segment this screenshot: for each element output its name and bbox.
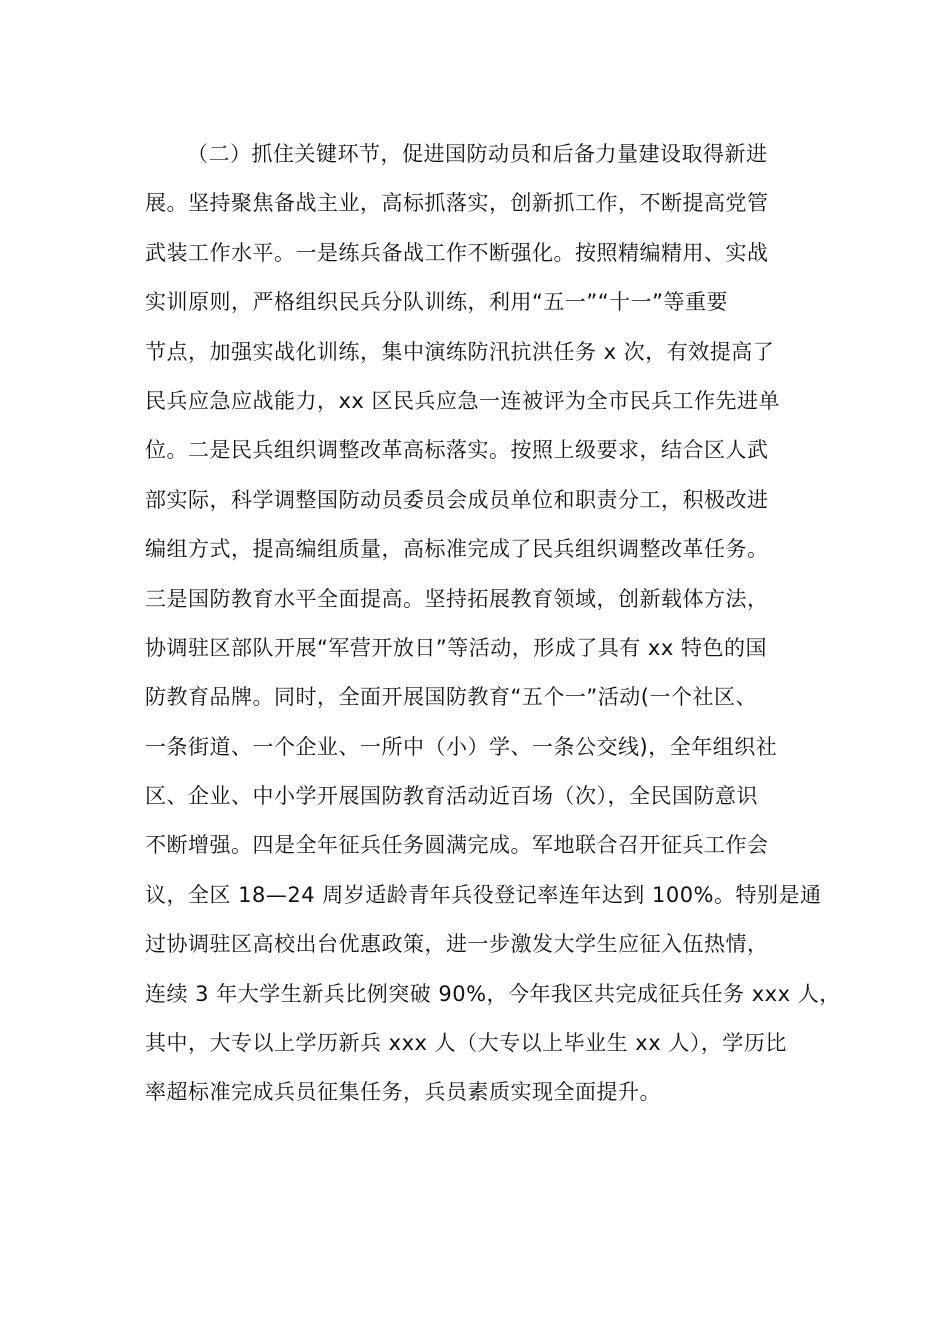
paragraph-line: 连续 3 年大学生新兵比例突破 90%，今年我区共完成征兵任务 xxx 人， (145, 981, 841, 1006)
paragraph-line: 实训原则，严格组织民兵分队训练，利用“五一”“十一”等重要 (145, 290, 729, 315)
paragraph-line: 过协调驻区高校出台优惠政策，进一步激发大学生应征入伍热情， (145, 932, 769, 957)
paragraph-line: 其中，大专以上学历新兵 xxx 人（大专以上毕业生 xx 人），学历比 (145, 1031, 787, 1056)
paragraph-line: 展。坚持聚焦备战主业，高标抓落实，创新抓工作，不断提高党管 (145, 191, 769, 216)
paragraph-line: 一条街道、一个企业、一所中（小）学、一条公交线)，全年组织社 (145, 734, 778, 759)
paragraph-line: 率超标准完成兵员征集任务，兵员素质实现全面提升。 (145, 1080, 661, 1105)
paragraph-line: 不断增强。四是全年征兵任务圆满完成。军地联合召开征兵工作会 (145, 833, 769, 858)
paragraph (145, 130, 841, 1118)
paragraph-line: 位。二是民兵组织调整改革高标落实。按照上级要求，结合区人武 (145, 438, 769, 463)
paragraph-line: 编组方式，提高编组质量，高标准完成了民兵组织调整改革任务。 (145, 537, 769, 562)
paragraph-line: 部实际，科学调整国防动员委员会成员单位和职责分工，积极改进 (145, 487, 769, 512)
paragraph-line: 民兵应急应战能力，xx 区民兵应急一连被评为全市民兵工作先进单 (145, 388, 781, 413)
paragraph-line: 区、企业、中小学开展国防教育活动近百场（次），全民国防意识 (145, 784, 758, 809)
paragraph-line: 三是国防教育水平全面提高。坚持拓展教育领域，创新载体方法， (145, 586, 769, 611)
paragraph-line: （二）抓住关键环节，促进国防动员和后备力量建设取得新进 (187, 142, 768, 166)
paragraph-line: 节点，加强实战化训练，集中演练防汛抗洪任务 x 次，有效提高了 (145, 339, 775, 364)
paragraph-line: 协调驻区部队开展“军营开放日”等活动，形成了具有 xx 特色的国 (145, 635, 767, 660)
paragraph-line: 议，全区 18—24 周岁适龄青年兵役登记率连年达到 100%。特别是通 (145, 882, 822, 907)
paragraph-line: 防教育品牌。同时，全面开展国防教育“五个一”活动(一个社区、 (145, 685, 757, 710)
paragraph-line: 武装工作水平。一是练兵备战工作不断强化。按照精编精用、实战 (145, 240, 769, 265)
